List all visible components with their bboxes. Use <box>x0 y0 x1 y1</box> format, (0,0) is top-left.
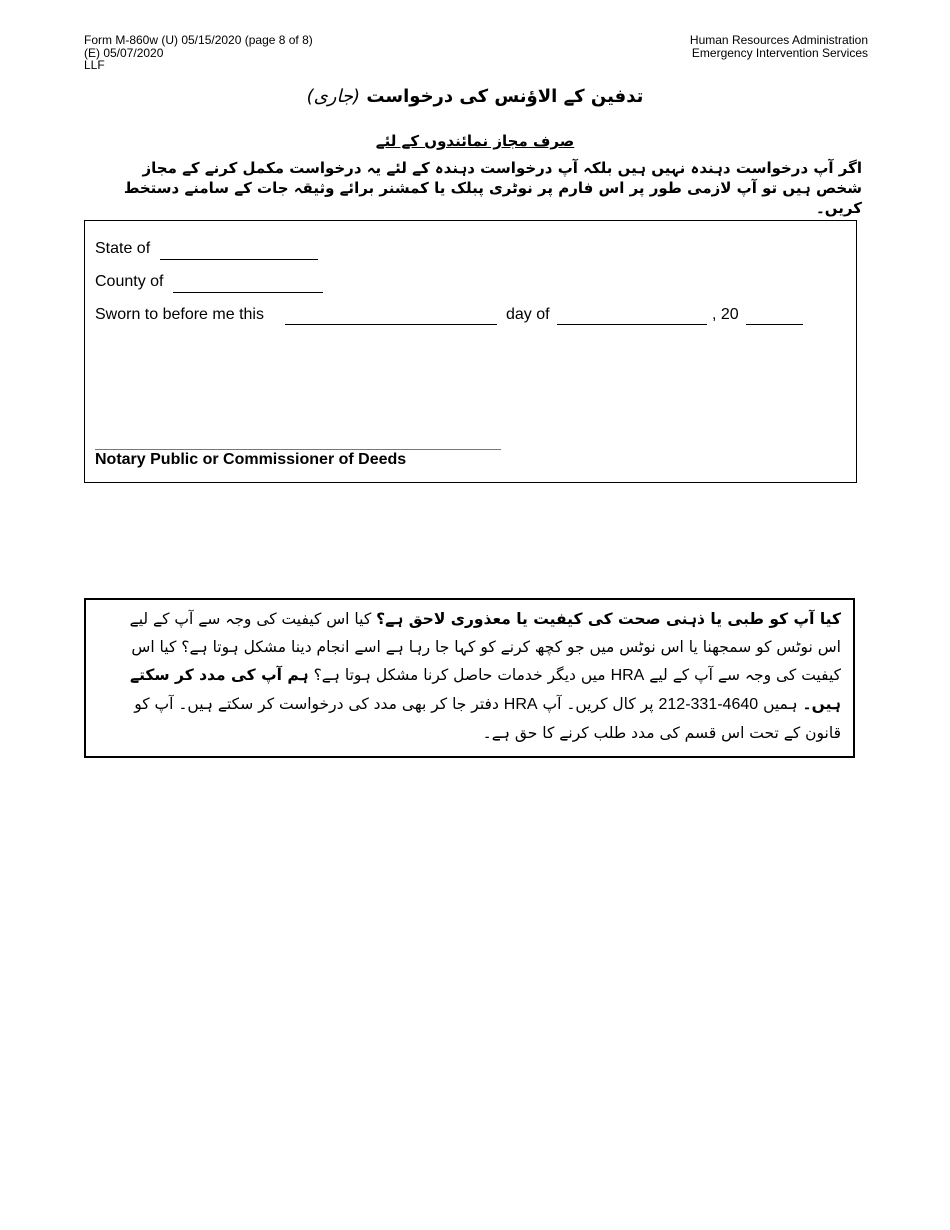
section-subtitle: صرف مجاز نمائندوں کے لئے <box>375 132 575 150</box>
page-title <box>0 86 950 107</box>
form-header-right <box>690 34 868 59</box>
notary-signature-label: Notary Public or Commissioner of Deeds <box>95 451 407 468</box>
form-english-date: (E) 05/07/2020 <box>84 45 164 60</box>
form-number: Form M-860w (U) 05/15/2020 (page 8 of 8) <box>84 33 313 47</box>
notice-help-statement: ہم آپ کی مدد کر سکتے ہیں۔ <box>129 666 841 713</box>
county-field[interactable] <box>173 292 323 293</box>
year-label: , 20 <box>712 306 739 323</box>
month-field[interactable] <box>557 324 707 325</box>
accessibility-notice <box>84 598 855 758</box>
notary-signature-line[interactable] <box>95 449 501 450</box>
intro-paragraph: اگر آپ درخواست دہندہ نہیں ہیں بلکہ آپ درخواست دہندہ کے لئے یہ درخواست مکمل کرنے کے مجاز شخص ہیں تو آپ لازمی طور پر اس فارم پر نوٹری پبلک یا کمشنر برائے وثیقہ جات کے سامنے دستخط کریں۔ <box>123 159 862 217</box>
notice-text: کیا آپ کو طبی یا ذہنی صحت کی کیفیت یا معذوری لاحق ہے؟ کیا اس کیفیت کی وجہ سے آپ کے لیے اس نوٹس کو سمجھنا یا اس نوٹس میں جو کچھ کرنے کو کہا جا رہا ہے اسے انجام دینا مشکل ہوتا ہے؟ کیا اس کیفیت کی وجہ سے آپ کے لیے HRA میں دیگر خدمات حاصل کرنا مشکل ہوتا ہے؟ ہم آپ کی مدد کر سکتے ہیں۔ ہمیں 212-331-4640 پر کال کریں۔ آپ HRA دفتر جا کر بھی مدد کی درخواست کر سکتے ہیں۔ آپ کو قانون کے تحت اس قسم کی مدد طلب کرنے کا حق ہے۔ <box>129 610 841 742</box>
notary-section <box>84 220 857 483</box>
state-field[interactable] <box>160 259 318 260</box>
form-header-left <box>84 34 313 72</box>
agency-name: Human Resources Administration <box>689 33 868 47</box>
page-title-main: تدفین کے الاؤنس کی درخواست <box>366 86 644 107</box>
notice-question: کیا آپ کو طبی یا ذہنی صحت کی کیفیت یا معذوری لاحق ہے؟ <box>376 610 841 628</box>
state-label: State of <box>95 240 151 257</box>
day-of-label: day of <box>506 306 550 323</box>
year-field[interactable] <box>746 324 803 325</box>
sworn-label: Sworn to before me this <box>95 306 264 323</box>
agency-division: Emergency Intervention Services <box>691 45 868 60</box>
sworn-day-field[interactable] <box>285 324 497 325</box>
county-label: County of <box>95 273 164 290</box>
form-code: LLF <box>84 58 105 72</box>
help-phone-number: 212-331-4640 <box>658 696 759 713</box>
page-title-continued: (جاری) <box>306 86 361 107</box>
